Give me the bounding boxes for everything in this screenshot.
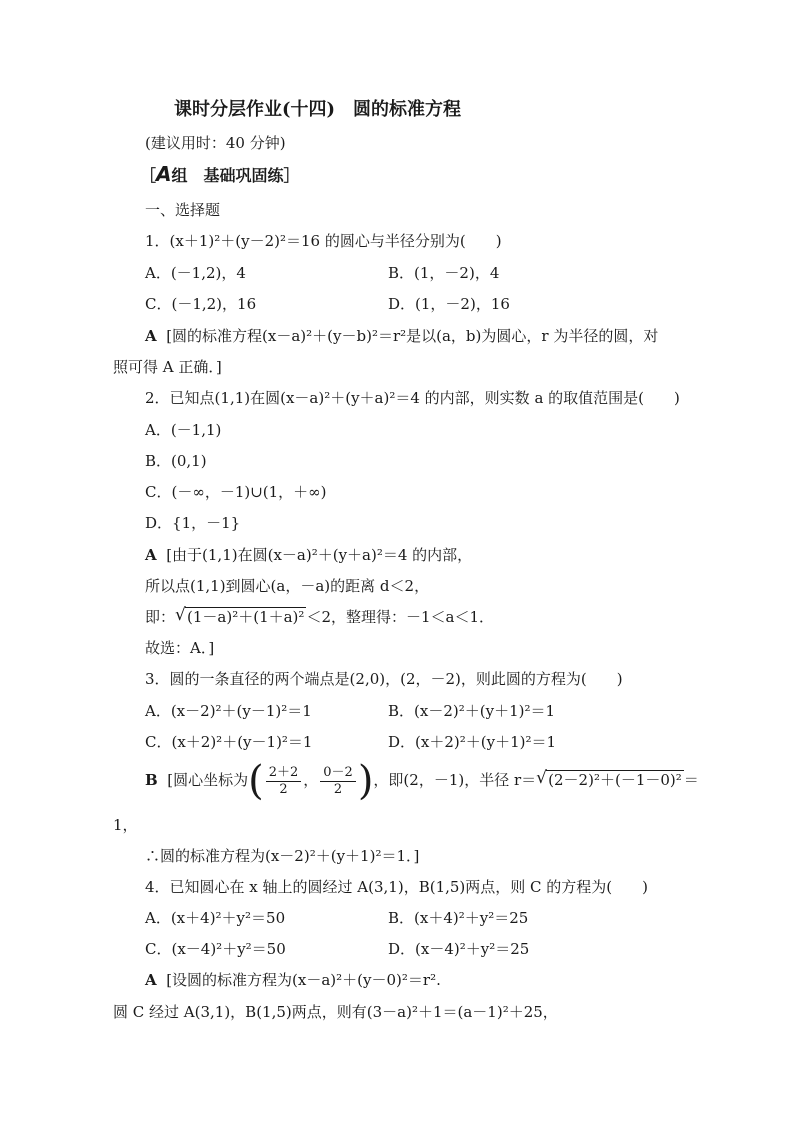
q4-answer: A bbox=[145, 971, 157, 989]
q3-explanation-wrap: 1， bbox=[113, 816, 138, 834]
q1-option-b: B．(1，－2)，4 bbox=[388, 264, 500, 282]
q2-option-a: A．(－1,1) bbox=[145, 421, 222, 439]
q1-option-a: A．(－1,2)，4 bbox=[145, 264, 246, 282]
q4-option-d: D．(x－4)²＋y²＝25 bbox=[388, 940, 530, 958]
q3-option-c: C．(x＋2)²＋(y－1)²＝1 bbox=[145, 733, 313, 751]
page-title bbox=[174, 98, 461, 122]
q3-stem: 3．圆的一条直径的两个端点是(2,0)，(2，－2)，则此圆的方程为( ) bbox=[145, 670, 623, 688]
q1-option-d: D．(1，－2)，16 bbox=[388, 295, 510, 313]
section-letter: A bbox=[156, 162, 172, 186]
sqrt-expression: √ (1－a)²＋(1＋a)² bbox=[175, 605, 305, 626]
q3-explanation: B [圆心坐标为( $\frac{2+2}{2}$ ， $\frac{0-2}{2}$ )，即(2，－1)，半径 r＝ √ (2－2)²＋(－1－0)² ＝ bbox=[145, 758, 699, 804]
section-header: ［A组 基础巩固练］ bbox=[140, 162, 300, 186]
q3-option-b: B．(x－2)²＋(y＋1)²＝1 bbox=[388, 702, 556, 720]
title-sub: 圆的标准方程 bbox=[353, 99, 462, 120]
q1-option-c: C．(－1,2)，16 bbox=[145, 295, 257, 313]
q2-explanation-2: 所以点(1,1)到圆心(a，－a)的距离 d＜2， bbox=[145, 577, 430, 595]
suggested-time: (建议用时：40 分钟) bbox=[145, 134, 286, 152]
q4-stem: 4．已知圆心在 x 轴上的圆经过 A(3,1)，B(1,5)两点，则 C 的方程为( ) bbox=[145, 878, 649, 896]
sqrt-radius: √ (2－2)²＋(－1－0)² bbox=[536, 768, 682, 789]
q4-option-c: C．(x－4)²＋y²＝50 bbox=[145, 940, 286, 958]
q2-explanation: A [由于(1,1)在圆(x－a)²＋(y＋a)²＝4 的内部， bbox=[145, 546, 473, 564]
q2-option-d: D．{1，－1} bbox=[145, 514, 241, 532]
q2-explanation-3: 即： √ (1－a)²＋(1＋a)² ＜2，整理得：－1＜a＜1． bbox=[145, 605, 495, 626]
q2-explanation-4: 故选：A．] bbox=[145, 639, 215, 657]
q2-option-c: C．(－∞，－1)∪(1，＋∞) bbox=[145, 483, 327, 501]
q3-option-d: D．(x＋2)²＋(y＋1)²＝1 bbox=[388, 733, 557, 751]
q4-option-b: B．(x＋4)²＋y²＝25 bbox=[388, 909, 529, 927]
q4-option-a: A．(x＋4)²＋y²＝50 bbox=[145, 909, 286, 927]
q1-explanation: A [圆的标准方程(x－a)²＋(y－b)²＝r²是以(a，b)为圆心，r 为半径的圆，对 bbox=[145, 327, 659, 345]
q3-option-a: A．(x－2)²＋(y－1)²＝1 bbox=[145, 702, 312, 720]
section-name: 组 基础巩固练 bbox=[171, 166, 284, 185]
q1-answer: A bbox=[145, 327, 157, 345]
q4-explanation-2: 圆 C 经过 A(3,1)，B(1,5)两点，则有(3－a)²＋1＝(a－1)²＋25， bbox=[113, 1003, 558, 1021]
q4-explanation: A [设圆的标准方程为(x－a)²＋(y－0)²＝r². bbox=[145, 971, 441, 989]
q2-stem: 2．已知点(1,1)在圆(x－a)²＋(y＋a)²＝4 的内部，则实数 a 的取值范围是( ) bbox=[145, 389, 680, 407]
q2-option-b: B．(0,1) bbox=[145, 452, 207, 470]
q3-answer: B bbox=[145, 771, 158, 789]
part-heading: 一、选择题 bbox=[145, 201, 221, 219]
title-main: 课时分层作业(十四) bbox=[174, 99, 336, 120]
q1-explanation-cont: 照可得 A 正确．] bbox=[113, 358, 222, 376]
q1-stem: 1．(x＋1)²＋(y－2)²＝16 的圆心与半径分别为( ) bbox=[145, 232, 502, 250]
q2-answer: A bbox=[145, 546, 157, 564]
fraction-x: $\frac{2+2}{2}$ bbox=[266, 765, 302, 798]
q3-explanation-2: ∴圆的标准方程为(x－2)²＋(y＋1)²＝1．] bbox=[145, 847, 420, 865]
fraction-y: $\frac{0-2}{2}$ bbox=[320, 765, 356, 798]
